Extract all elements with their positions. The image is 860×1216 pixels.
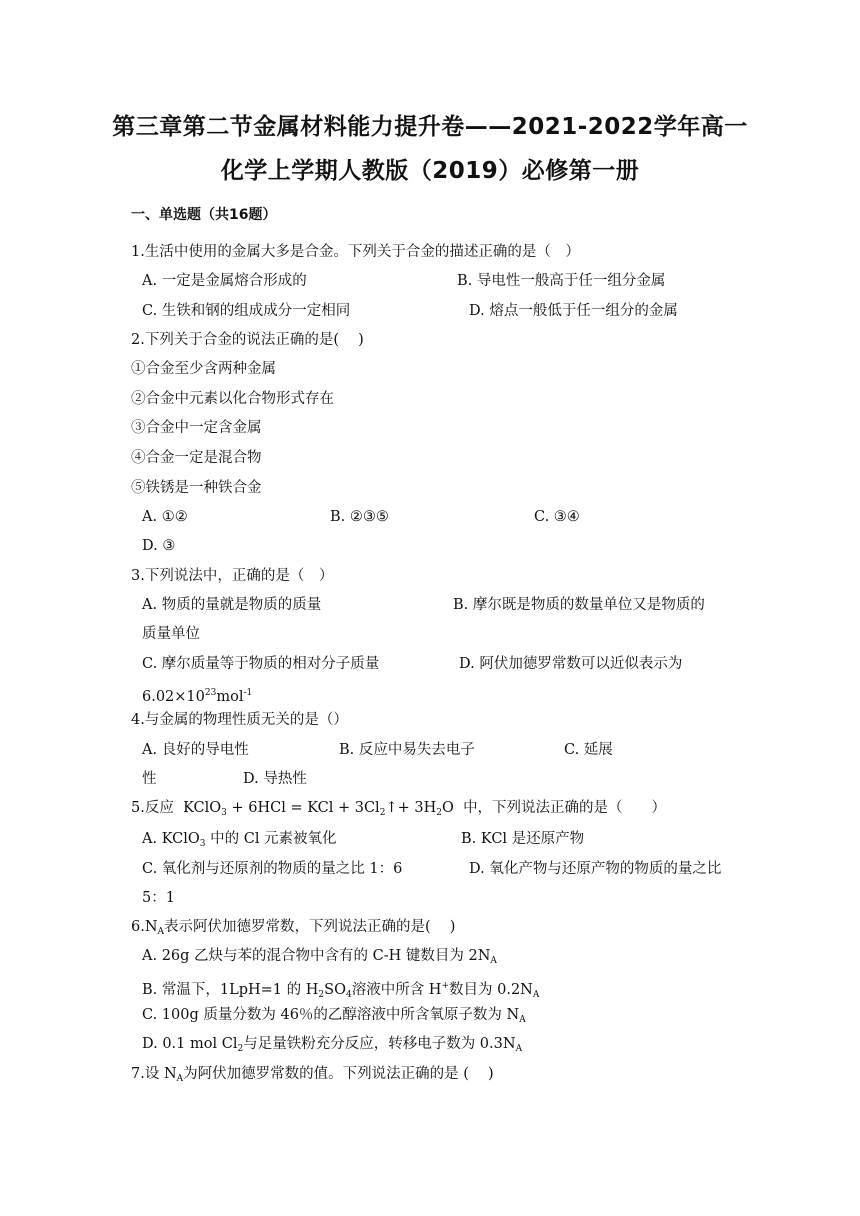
- q2-option-c: C. ③④: [534, 509, 580, 525]
- q6-stem: $6.N_A$表示阿伏加德罗常数，下列说法正确的是( ): [131, 919, 456, 937]
- q2-statement-5: ⑤铁锈是一种铁合金: [131, 480, 262, 496]
- q5-stem: 5.反应 KClO$_3$ + 6HCl = KCl + $3Cl_2↑+ 3H_2O$ 中，下列说法正确的是（ ）: [131, 800, 667, 818]
- q6-option-a: A. 26g 乙炔与苯的混合物中含有的 C-H 键数目为 $2N_A$: [142, 948, 497, 966]
- q3-stem: 3.下列说法中，正确的是（ ）: [131, 568, 334, 584]
- q7-stem: 7.设 $N_A$为阿伏加德罗常数的值。下列说法正确的是 ( ): [131, 1066, 494, 1084]
- q2-option-b: B. ②③⑤: [330, 509, 389, 525]
- page-title-line1: 第三章第二节金属材料能力提升卷——2021-2022学年高一: [112, 114, 748, 140]
- q3-option-d: D. 阿伏加德罗常数可以近似表示为: [459, 656, 683, 672]
- q2-statement-2: ②合金中元素以化合物形式存在: [131, 391, 334, 407]
- q6-option-c: C. 100g 质量分数为 46％的乙醇溶液中所含氧原子数为 $N_A$: [142, 1007, 526, 1025]
- q1-option-c: C. 生铁和钢的组成成分一定相同: [142, 303, 351, 319]
- q5-option-c: C. 氧化剂与还原剂的物质的量之比 1：6: [142, 861, 403, 877]
- q5-option-a: A. KClO$_3$ 中的 Cl 元素被氧化: [142, 831, 337, 849]
- q5-option-b: B. KCl 是还原产物: [461, 831, 585, 847]
- q2-statement-3: ③合金中一定含金属: [131, 420, 262, 436]
- q4-option-c-cont: 性: [142, 771, 157, 787]
- q3-option-c: C. 摩尔质量等于物质的相对分子质量: [142, 656, 380, 672]
- q6-option-d: D. 0.1 mol $Cl_2$与足量铁粉充分反应，转移电子数为 $0.3N_A$: [142, 1036, 523, 1054]
- q5-equation: KClO$_3$ + 6HCl = KCl + $3Cl_2↑+ 3H_2O$: [183, 800, 454, 818]
- q5-option-d-cont: 5：1: [142, 890, 175, 906]
- q4-stem: 4.与金属的物理性质无关的是（）: [131, 712, 348, 728]
- q1-option-d: D. 熔点一般低于任一组分的金属: [469, 303, 678, 319]
- q3-option-b: B. 摩尔既是物质的数量单位又是物质的: [453, 597, 705, 613]
- q2-statement-4: ④合金一定是混合物: [131, 450, 262, 466]
- page-title-line2: 化学上学期人教版（2019）必修第一册: [220, 158, 640, 184]
- q4-option-c: C. 延展: [564, 742, 613, 758]
- q1-option-b: B. 导电性一般高于任一组分金属: [457, 273, 666, 289]
- q1-option-a: A. 一定是金属熔合形成的: [142, 273, 307, 289]
- q3-option-a: A. 物质的量就是物质的质量: [142, 597, 322, 613]
- q4-option-a: A. 良好的导电性: [142, 742, 249, 758]
- q2-option-d: D. ③: [142, 538, 176, 554]
- q2-option-a: A. ①②: [142, 509, 188, 525]
- q1-stem: 1.生活中使用的金属大多是合金。下列关于合金的描述正确的是（ ）: [131, 244, 580, 260]
- q4-option-b: B. 反应中易失去电子: [339, 742, 475, 758]
- q5-option-d: D. 氧化产物与还原产物的物质的量之比: [469, 861, 722, 877]
- q3-option-d-cont: $6.02\times 10^{23}mol^{-1}$: [142, 688, 253, 705]
- q6-option-b: B. 常温下，1LpH=1 的 $H_2SO_4$溶液中所含 H+数目为 $0.2N_A$: [142, 981, 540, 1000]
- section-heading: 一、单选题（共16题）: [131, 207, 277, 223]
- q3-option-b-cont: 质量单位: [142, 626, 200, 642]
- q2-stem: 2.下列关于合金的说法正确的是( ): [131, 332, 364, 348]
- q4-option-d: D. 导热性: [243, 771, 307, 787]
- q2-statement-1: ①合金至少含两种金属: [131, 361, 276, 377]
